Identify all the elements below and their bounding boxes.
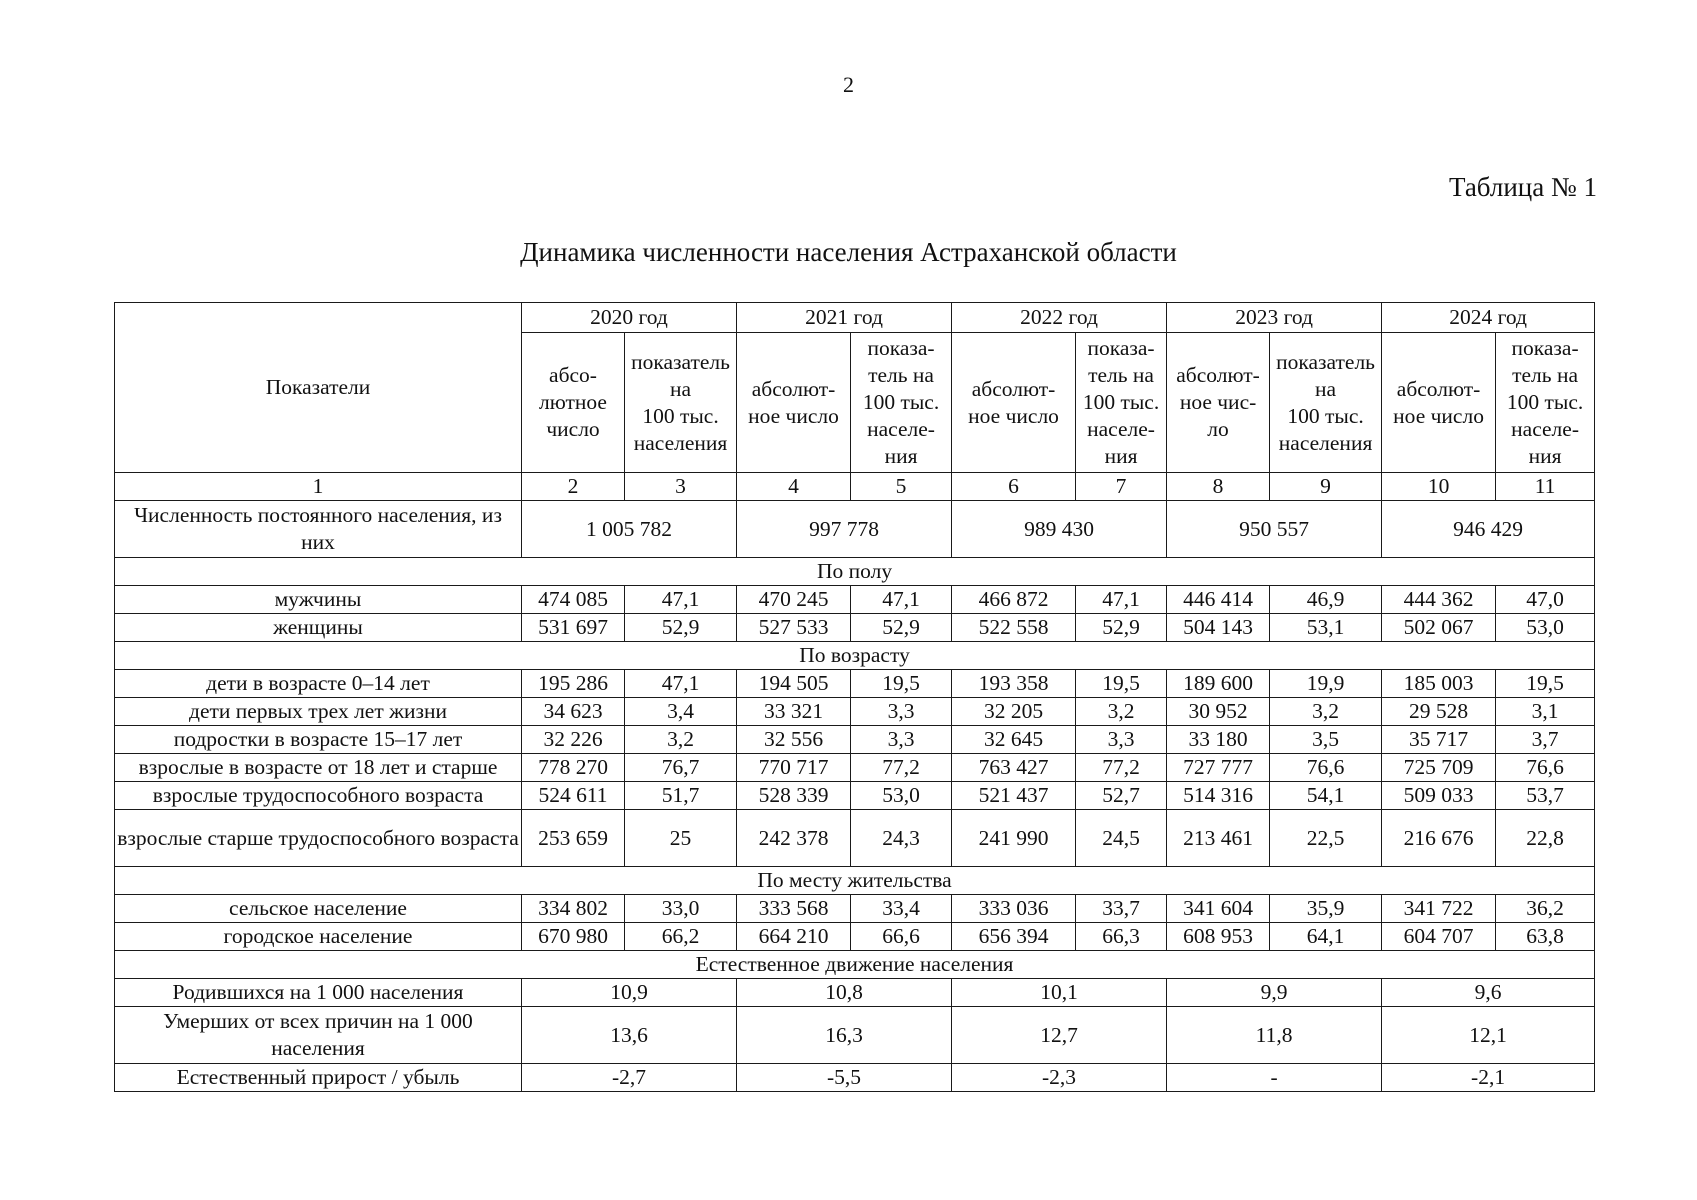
cell-value: 608 953 xyxy=(1167,923,1270,951)
column-number: 1 xyxy=(115,473,522,501)
cell-value: 76,6 xyxy=(1270,754,1382,782)
population-table xyxy=(114,302,1595,1092)
cell-value: 470 245 xyxy=(737,586,851,614)
cell-value: 950 557 xyxy=(1167,501,1382,558)
header-row-col-numbers xyxy=(115,473,1595,501)
cell-value: 33,7 xyxy=(1076,895,1167,923)
cell-value: 36,2 xyxy=(1496,895,1595,923)
section-heading: По полу xyxy=(115,558,1595,586)
cell-value: 3,2 xyxy=(1270,698,1382,726)
table-row xyxy=(115,726,1595,754)
cell-value: 32 205 xyxy=(952,698,1076,726)
cell-value: 474 085 xyxy=(522,586,625,614)
table-body xyxy=(115,303,1595,1092)
cell-value: 53,7 xyxy=(1496,782,1595,810)
cell-value: 531 697 xyxy=(522,614,625,642)
cell-value: 10,9 xyxy=(522,979,737,1007)
cell-value: 24,3 xyxy=(851,810,952,867)
cell-value: 3,7 xyxy=(1496,726,1595,754)
header-sub-absolute: абсолют- ное число xyxy=(737,333,851,473)
cell-value: - xyxy=(1167,1064,1382,1092)
cell-value: 33 321 xyxy=(737,698,851,726)
cell-value: 11,8 xyxy=(1167,1007,1382,1064)
cell-value: 778 270 xyxy=(522,754,625,782)
row-label: Естественный прирост / убыль xyxy=(115,1064,522,1092)
header-sub-rate: показатель на 100 тыс. населения xyxy=(1270,333,1382,473)
cell-value: 241 990 xyxy=(952,810,1076,867)
cell-value: 504 143 xyxy=(1167,614,1270,642)
cell-value: 22,5 xyxy=(1270,810,1382,867)
cell-value: 989 430 xyxy=(952,501,1167,558)
column-number: 6 xyxy=(952,473,1076,501)
row-label: Родившихся на 1 000 населения xyxy=(115,979,522,1007)
row-label: Численность постоянного населения, из них xyxy=(115,501,522,558)
column-number: 3 xyxy=(625,473,737,501)
cell-value: 66,3 xyxy=(1076,923,1167,951)
column-number: 4 xyxy=(737,473,851,501)
header-sub-rate: показа- тель на 100 тыс. населе- ния xyxy=(851,333,952,473)
column-number: 10 xyxy=(1382,473,1496,501)
cell-value: 664 210 xyxy=(737,923,851,951)
row-label: дети в возрасте 0–14 лет xyxy=(115,670,522,698)
table-row xyxy=(115,1064,1595,1092)
table-row xyxy=(115,754,1595,782)
cell-value: 52,9 xyxy=(1076,614,1167,642)
cell-value: 502 067 xyxy=(1382,614,1496,642)
column-number: 11 xyxy=(1496,473,1595,501)
table-title: Динамика численности населения Астраханской области xyxy=(520,237,1177,267)
cell-value: 466 872 xyxy=(952,586,1076,614)
cell-value: 3,3 xyxy=(851,698,952,726)
cell-value: 76,6 xyxy=(1496,754,1595,782)
row-label: дети первых трех лет жизни xyxy=(115,698,522,726)
cell-value: 47,1 xyxy=(1076,586,1167,614)
cell-value: 25 xyxy=(625,810,737,867)
cell-value: 51,7 xyxy=(625,782,737,810)
cell-value: 77,2 xyxy=(851,754,952,782)
cell-value: 66,2 xyxy=(625,923,737,951)
cell-value: 12,1 xyxy=(1382,1007,1595,1064)
cell-value: 727 777 xyxy=(1167,754,1270,782)
cell-value: 33,4 xyxy=(851,895,952,923)
cell-value: 34 623 xyxy=(522,698,625,726)
cell-value: 946 429 xyxy=(1382,501,1595,558)
cell-value: 242 378 xyxy=(737,810,851,867)
row-label: сельское население xyxy=(115,895,522,923)
cell-value: 1 005 782 xyxy=(522,501,737,558)
cell-value: 670 980 xyxy=(522,923,625,951)
section-row xyxy=(115,867,1595,895)
cell-value: 77,2 xyxy=(1076,754,1167,782)
cell-value: 33,0 xyxy=(625,895,737,923)
cell-value: 32 226 xyxy=(522,726,625,754)
column-number: 2 xyxy=(522,473,625,501)
header-year: 2022 год xyxy=(952,303,1167,333)
cell-value: 522 558 xyxy=(952,614,1076,642)
cell-value: 3,3 xyxy=(1076,726,1167,754)
header-sub-absolute: абсо- лютное число xyxy=(522,333,625,473)
cell-value: 9,9 xyxy=(1167,979,1382,1007)
row-label: взрослые трудоспособного возраста xyxy=(115,782,522,810)
cell-value: 333 036 xyxy=(952,895,1076,923)
cell-value: 10,1 xyxy=(952,979,1167,1007)
column-number: 8 xyxy=(1167,473,1270,501)
cell-value: 54,1 xyxy=(1270,782,1382,810)
cell-value: 189 600 xyxy=(1167,670,1270,698)
section-heading: По месту жительства xyxy=(115,867,1595,895)
cell-value: 19,5 xyxy=(851,670,952,698)
cell-value: 770 717 xyxy=(737,754,851,782)
table-row xyxy=(115,501,1595,558)
row-label: городское население xyxy=(115,923,522,951)
cell-value: 46,9 xyxy=(1270,586,1382,614)
cell-value: 19,5 xyxy=(1496,670,1595,698)
cell-value: 213 461 xyxy=(1167,810,1270,867)
cell-value: 193 358 xyxy=(952,670,1076,698)
section-row xyxy=(115,642,1595,670)
cell-value: 509 033 xyxy=(1382,782,1496,810)
cell-value: 185 003 xyxy=(1382,670,1496,698)
cell-value: 446 414 xyxy=(1167,586,1270,614)
header-year: 2024 год xyxy=(1382,303,1595,333)
cell-value: 19,9 xyxy=(1270,670,1382,698)
cell-value: 656 394 xyxy=(952,923,1076,951)
cell-value: 12,7 xyxy=(952,1007,1167,1064)
cell-value: 76,7 xyxy=(625,754,737,782)
cell-value: 35 717 xyxy=(1382,726,1496,754)
table-row xyxy=(115,586,1595,614)
header-sub-absolute: абсолют- ное число xyxy=(1382,333,1496,473)
cell-value: 52,9 xyxy=(625,614,737,642)
page-number: 2 xyxy=(843,72,854,97)
row-label: мужчины xyxy=(115,586,522,614)
cell-value: 3,2 xyxy=(625,726,737,754)
header-year: 2021 год xyxy=(737,303,952,333)
cell-value: 29 528 xyxy=(1382,698,1496,726)
section-heading: Естественное движение населения xyxy=(115,951,1595,979)
cell-value: 341 604 xyxy=(1167,895,1270,923)
cell-value: -2,7 xyxy=(522,1064,737,1092)
table-label: Таблица № 1 xyxy=(1449,172,1597,202)
table-row xyxy=(115,782,1595,810)
cell-value: 53,0 xyxy=(1496,614,1595,642)
table-row xyxy=(115,895,1595,923)
header-year: 2023 год xyxy=(1167,303,1382,333)
cell-value: 334 802 xyxy=(522,895,625,923)
table-row xyxy=(115,698,1595,726)
cell-value: 527 533 xyxy=(737,614,851,642)
cell-value: 66,6 xyxy=(851,923,952,951)
cell-value: 216 676 xyxy=(1382,810,1496,867)
cell-value: 13,6 xyxy=(522,1007,737,1064)
cell-value: -2,1 xyxy=(1382,1064,1595,1092)
cell-value: 9,6 xyxy=(1382,979,1595,1007)
cell-value: 194 505 xyxy=(737,670,851,698)
row-label: подростки в возрасте 15–17 лет xyxy=(115,726,522,754)
table-row xyxy=(115,979,1595,1007)
table-row xyxy=(115,810,1595,867)
header-sub-rate: показа- тель на 100 тыс. населе- ния xyxy=(1496,333,1595,473)
row-label: взрослые в возрасте от 18 лет и старше xyxy=(115,754,522,782)
cell-value: 47,1 xyxy=(851,586,952,614)
cell-value: 3,4 xyxy=(625,698,737,726)
cell-value: 33 180 xyxy=(1167,726,1270,754)
cell-value: 19,5 xyxy=(1076,670,1167,698)
cell-value: 63,8 xyxy=(1496,923,1595,951)
cell-value: 725 709 xyxy=(1382,754,1496,782)
cell-value: 528 339 xyxy=(737,782,851,810)
cell-value: 341 722 xyxy=(1382,895,1496,923)
header-row-years xyxy=(115,303,1595,333)
cell-value: -2,3 xyxy=(952,1064,1167,1092)
cell-value: 444 362 xyxy=(1382,586,1496,614)
table-row xyxy=(115,614,1595,642)
cell-value: -5,5 xyxy=(737,1064,952,1092)
cell-value: 763 427 xyxy=(952,754,1076,782)
cell-value: 47,1 xyxy=(625,586,737,614)
table-row xyxy=(115,670,1595,698)
section-row xyxy=(115,558,1595,586)
section-heading: По возрасту xyxy=(115,642,1595,670)
cell-value: 604 707 xyxy=(1382,923,1496,951)
header-sub-absolute: абсолют- ное чис- ло xyxy=(1167,333,1270,473)
cell-value: 35,9 xyxy=(1270,895,1382,923)
cell-value: 52,7 xyxy=(1076,782,1167,810)
cell-value: 524 611 xyxy=(522,782,625,810)
cell-value: 3,1 xyxy=(1496,698,1595,726)
row-label: взрослые старше трудоспособного возраста xyxy=(115,810,522,867)
cell-value: 22,8 xyxy=(1496,810,1595,867)
cell-value: 24,5 xyxy=(1076,810,1167,867)
cell-value: 30 952 xyxy=(1167,698,1270,726)
column-number: 9 xyxy=(1270,473,1382,501)
header-sub-rate: показа- тель на 100 тыс. населе- ния xyxy=(1076,333,1167,473)
cell-value: 3,5 xyxy=(1270,726,1382,754)
header-indicator: Показатели xyxy=(115,303,522,473)
column-number: 5 xyxy=(851,473,952,501)
cell-value: 53,1 xyxy=(1270,614,1382,642)
cell-value: 10,8 xyxy=(737,979,952,1007)
table-row xyxy=(115,1007,1595,1064)
cell-value: 253 659 xyxy=(522,810,625,867)
cell-value: 47,0 xyxy=(1496,586,1595,614)
table-row xyxy=(115,923,1595,951)
cell-value: 3,3 xyxy=(851,726,952,754)
cell-value: 521 437 xyxy=(952,782,1076,810)
section-row xyxy=(115,951,1595,979)
column-number: 7 xyxy=(1076,473,1167,501)
cell-value: 997 778 xyxy=(737,501,952,558)
row-label: женщины xyxy=(115,614,522,642)
cell-value: 47,1 xyxy=(625,670,737,698)
cell-value: 195 286 xyxy=(522,670,625,698)
cell-value: 3,2 xyxy=(1076,698,1167,726)
cell-value: 16,3 xyxy=(737,1007,952,1064)
header-sub-absolute: абсолют- ное число xyxy=(952,333,1076,473)
cell-value: 64,1 xyxy=(1270,923,1382,951)
cell-value: 52,9 xyxy=(851,614,952,642)
row-label: Умерших от всех причин на 1 000 населения xyxy=(115,1007,522,1064)
cell-value: 514 316 xyxy=(1167,782,1270,810)
cell-value: 32 645 xyxy=(952,726,1076,754)
header-year: 2020 год xyxy=(522,303,737,333)
cell-value: 53,0 xyxy=(851,782,952,810)
header-sub-rate: показатель на 100 тыс. населения xyxy=(625,333,737,473)
cell-value: 333 568 xyxy=(737,895,851,923)
cell-value: 32 556 xyxy=(737,726,851,754)
